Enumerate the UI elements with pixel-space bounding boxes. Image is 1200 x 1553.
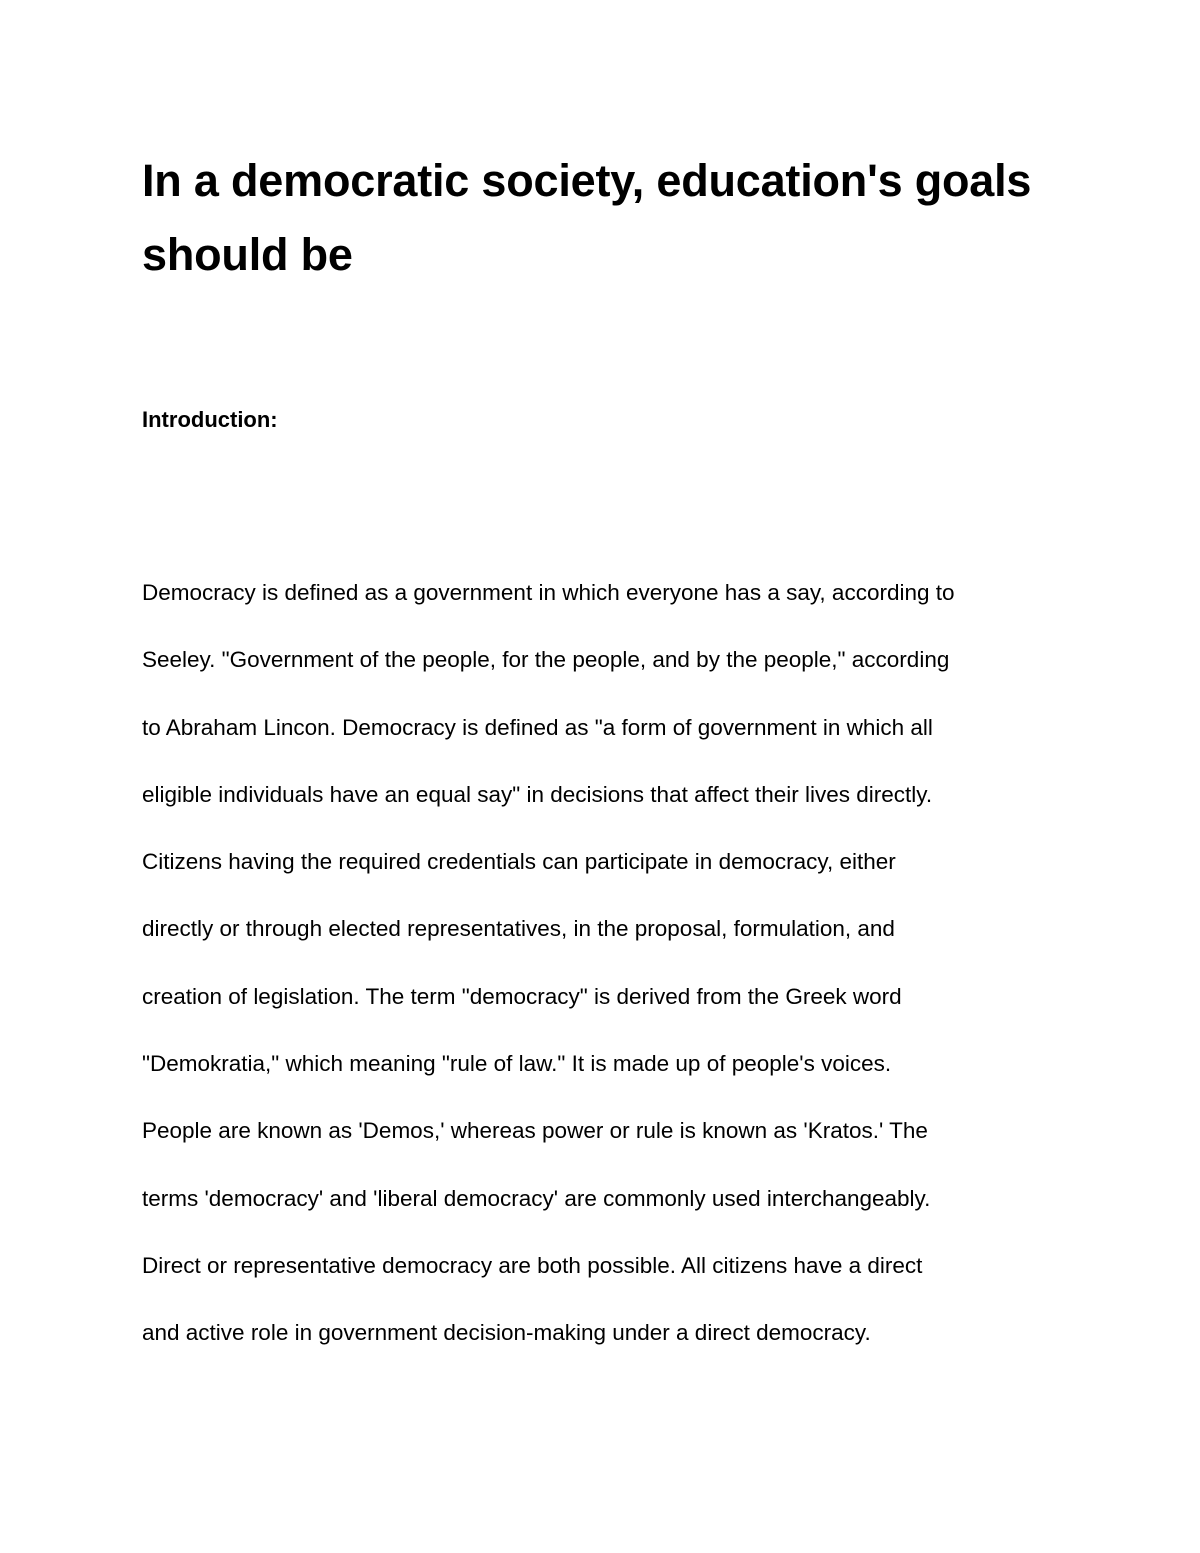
- paragraph-line: directly or through elected representatives, in the proposal, formulation, and: [142, 916, 895, 942]
- paragraph-line: "Demokratia," which meaning "rule of law." It is made up of people's voices.: [142, 1051, 892, 1077]
- paragraph-line: terms 'democracy' and 'liberal democracy' are commonly used interchangeably.: [142, 1185, 931, 1211]
- paragraph-line: People are known as 'Demos,' whereas power or rule is known as 'Kratos.' The: [142, 1118, 928, 1144]
- paragraph-line: Seeley. "Government of the people, for the people, and by the people," according: [142, 647, 950, 673]
- paragraph-line: Direct or representative democracy are both possible. All citizens have a direct: [142, 1252, 923, 1278]
- paragraph-line: Citizens having the required credentials can participate in democracy, either: [142, 849, 896, 875]
- paragraph-line: Democracy is defined as a government in which everyone has a say, according to: [142, 580, 955, 605]
- paragraph-line: eligible individuals have an equal say" in decisions that affect their lives directly.: [142, 781, 933, 807]
- document-title: In a democratic society, education's goals should be: [142, 155, 1032, 280]
- paragraph-line: and active role in government decision-making under a direct democracy.: [142, 1320, 871, 1346]
- paragraph-line: to Abraham Lincon. Democracy is defined as "a form of government in which all: [142, 714, 933, 740]
- section-heading-introduction: Introduction:: [142, 407, 278, 432]
- introduction-paragraph: [142, 574, 1142, 1382]
- paragraph-line: creation of legislation. The term "democracy" is derived from the Greek word: [142, 983, 902, 1009]
